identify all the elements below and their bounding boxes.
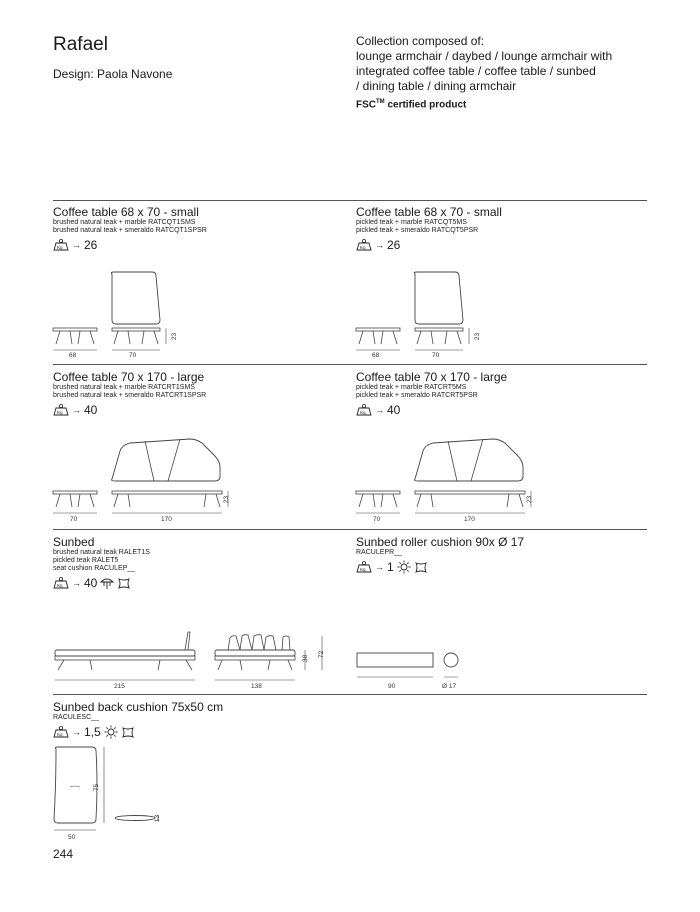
svg-text:Kg: Kg (360, 567, 366, 572)
weight-info (53, 725, 223, 739)
fsc-certification (356, 99, 466, 110)
product-variant: pickled teak + smeraldo RATCRT5PSR (356, 392, 478, 399)
product-title: Sunbed roller cushion 90x Ø 17 (356, 535, 525, 549)
kg-weight-icon (356, 239, 372, 251)
cushion-icon (414, 561, 428, 574)
sun-icon (104, 725, 118, 739)
product-variant: pickled teak RALET5 (53, 557, 119, 564)
coffee-table-small-drawing (50, 270, 190, 360)
product-variant: pickled teak + marble RATCQT5MS (356, 219, 467, 226)
product-variant: brushed natural teak + marble RATCQT1SMS (53, 219, 196, 226)
product-coffee-table-small-pickled (356, 205, 502, 252)
dimension-label: Ø 17 (442, 683, 457, 690)
svg-text:Kg: Kg (57, 245, 63, 250)
kg-weight-icon (53, 577, 69, 589)
dimension-label: 50 (68, 834, 76, 841)
arrow-icon: → (72, 405, 81, 415)
collection-line: / dining table / dining armchair (356, 79, 517, 93)
divider (53, 529, 647, 530)
kg-weight-icon (53, 239, 69, 251)
weight-info (53, 576, 150, 590)
back-cushion-drawing (50, 745, 170, 840)
dimension-label: 170 (464, 516, 475, 523)
divider (53, 364, 647, 365)
product-coffee-table-large-brushed (53, 370, 206, 417)
dimension-label: 23 (474, 332, 482, 341)
dimension-label: 38 (302, 654, 310, 663)
dimension-label: 70 (373, 516, 381, 523)
arrow-icon: → (72, 727, 81, 737)
kg-weight-icon (53, 726, 69, 738)
kg-weight-icon (356, 404, 372, 416)
svg-text:Kg: Kg (57, 583, 63, 588)
dimension-label: 70 (432, 352, 440, 359)
sun-icon (397, 560, 411, 574)
product-variant: RACULESC__ (53, 714, 99, 721)
page-number: 244 (53, 847, 74, 861)
sunbed-drawing (50, 630, 340, 690)
product-variant: seat cushion RACULEP__ (53, 565, 136, 572)
weight-info (53, 403, 206, 417)
product-variant: pickled teak + marble RATCRT5MS (356, 384, 467, 391)
product-variant: brushed natural teak + marble RATCRT1SMS (53, 384, 195, 391)
dimension-label: 23 (526, 495, 534, 504)
kg-weight-icon (356, 561, 372, 573)
weight-info (53, 238, 207, 252)
dimension-label: 90 (388, 683, 396, 690)
svg-text:Kg: Kg (360, 410, 366, 415)
dimension-label: 68 (372, 352, 380, 359)
product-variant: pickled teak + smeraldo RATCQT5PSR (356, 227, 479, 234)
weight-value: 26 (84, 238, 98, 252)
weight-value: 1 (387, 560, 394, 574)
product-sunbed-back-cushion (53, 700, 223, 739)
product-variant: brushed natural teak + smeraldo RATCRT1SPSR (53, 392, 207, 399)
product-sunbed-roller-cushion (356, 535, 524, 574)
product-title: Coffee table 70 x 170 - large (356, 370, 508, 384)
dimension-label: 70 (70, 516, 78, 523)
product-variant: brushed natural teak RALET1S (53, 549, 150, 556)
product-coffee-table-large-pickled (356, 370, 507, 417)
divider (53, 200, 647, 201)
svg-text:Kg: Kg (57, 410, 63, 415)
product-variant: brushed natural teak + smeraldo RATCQT1SPSR (53, 227, 207, 234)
arrow-icon: → (375, 562, 384, 572)
arrow-icon: → (72, 578, 81, 588)
weight-info (356, 238, 502, 252)
fsc-suffix: certified product (384, 99, 467, 111)
product-variant: RACULEPR__ (356, 549, 402, 556)
fsc-label: FSC (356, 99, 376, 111)
dimension-label: 23 (223, 495, 231, 504)
collection-line: lounge armchair / daybed / lounge armchair with (356, 49, 613, 63)
dimension-label: 72 (318, 650, 326, 659)
arrow-icon: → (72, 240, 81, 250)
product-title: Coffee table 70 x 170 - large (53, 370, 205, 384)
coffee-table-small-drawing (353, 270, 493, 360)
coffee-table-large-drawing (50, 435, 240, 525)
dimension-label: 138 (251, 683, 262, 690)
product-title: Sunbed back cushion 75x50 cm (53, 700, 224, 714)
dimension-label: 70 (129, 352, 137, 359)
product-title: Coffee table 68 x 70 - small (356, 205, 502, 219)
weight-info (356, 403, 507, 417)
dimension-label: 75 (93, 783, 101, 792)
arrow-icon: → (375, 240, 384, 250)
collection-description (356, 34, 612, 94)
svg-text:Kg: Kg (360, 245, 366, 250)
roller-cushion-drawing (353, 645, 473, 685)
dimension-label: 23 (171, 332, 179, 341)
dimension-label: 215 (114, 683, 125, 690)
page-title: Rafael (53, 34, 108, 55)
product-coffee-table-small-brushed (53, 205, 207, 252)
svg-text:Kg: Kg (57, 732, 63, 737)
divider (53, 694, 647, 695)
collection-line: Collection composed of: (356, 34, 485, 48)
fsc-trademark: TM (376, 99, 385, 105)
dimension-label: 68 (69, 352, 77, 359)
cushion-icon (117, 577, 131, 590)
weight-value: 40 (387, 403, 401, 417)
weight-value: 40 (84, 576, 98, 590)
dimension-label: 170 (161, 516, 172, 523)
umbrella-icon (100, 577, 114, 590)
weight-value: 26 (387, 238, 401, 252)
weight-info (356, 560, 524, 574)
product-title: Coffee table 68 x 70 - small (53, 205, 199, 219)
product-title: Sunbed (53, 535, 95, 549)
weight-value: 40 (84, 403, 98, 417)
collection-line: integrated coffee table / coffee table / sunbed (356, 64, 596, 78)
weight-value: 1,5 (84, 725, 101, 739)
product-sunbed (53, 535, 150, 590)
kg-weight-icon (53, 404, 69, 416)
designer-credit: Design: Paola Navone (53, 67, 173, 81)
dimension-label: 13 (154, 814, 162, 823)
cushion-icon (121, 726, 135, 739)
coffee-table-large-drawing (353, 435, 543, 525)
arrow-icon: → (375, 405, 384, 415)
